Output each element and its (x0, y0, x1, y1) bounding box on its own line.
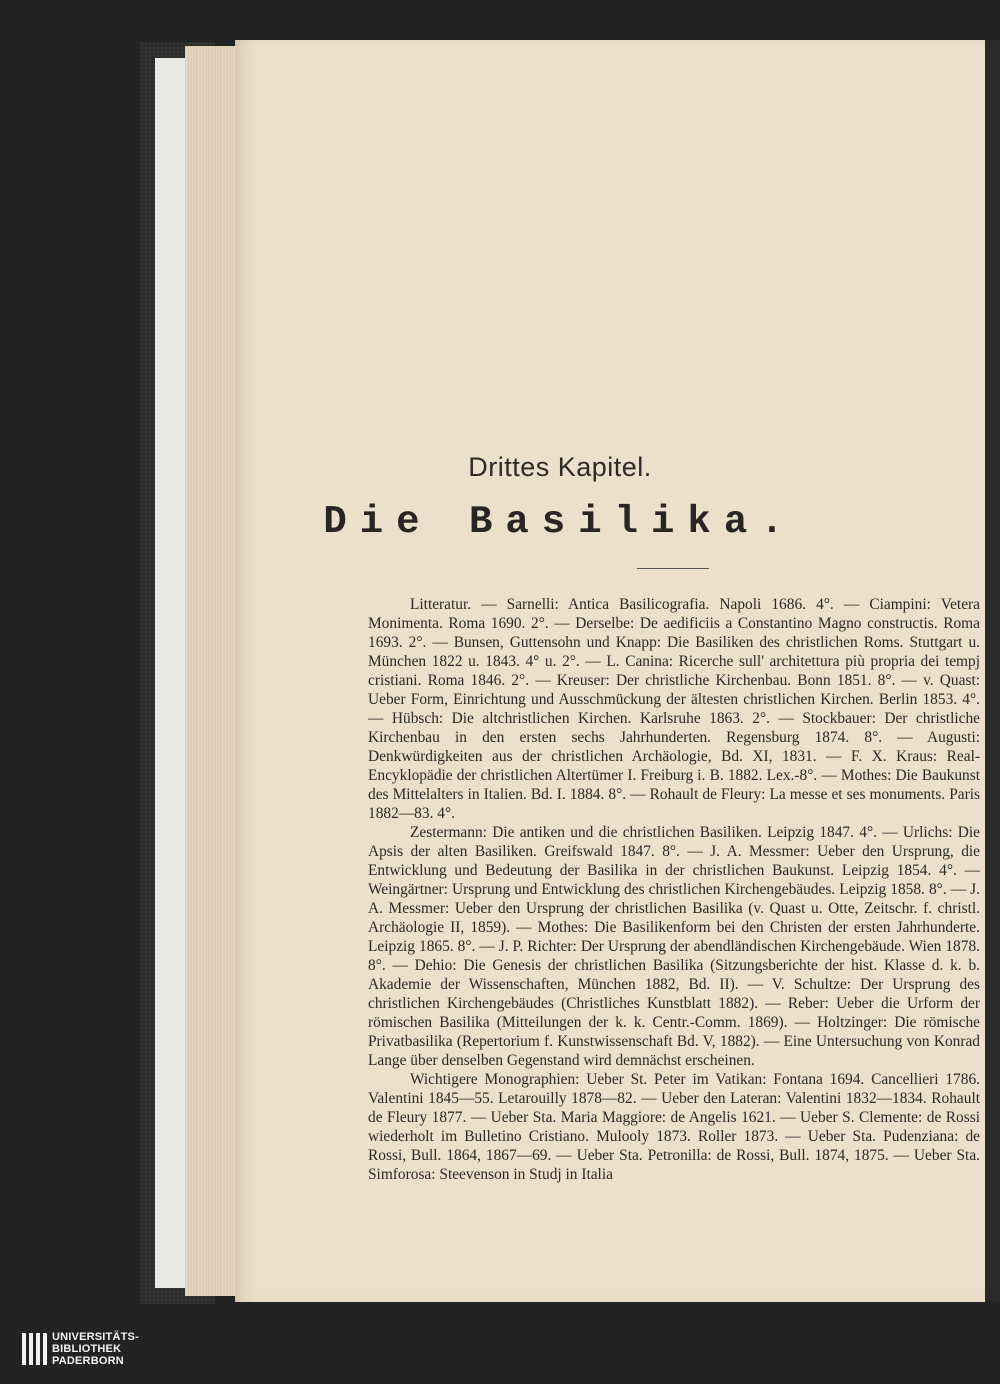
logo-line-2: BIBLIOTHEK (52, 1343, 122, 1355)
bibliography-paragraph-literature: Litteratur. — Sarnelli: Antica Basilicografia. Napoli 1686. 4°. — Ciampini: Vetera Monimenta. Roma 1690. 2°. — Derselbe: De aedificiis a Constantino Magno constructis. Roma 1693. 2°. — Bunsen, Guttensohn und Knapp: Die Basiliken des christlichen Roms. Stuttgart u. München 1822 u. 1843. 4° u. 2°. — L. Canina: Ricerche sull' architettura più propria dei tempj cristiani. Roma 1846. 2°. — Kreuser: Der christliche Kirchenbau. Bonn 1851. 8°. — v. Quast: Ueber Form, Einrichtung und Ausschmückung der ältesten christlichen Kirchen. Berlin 1853. 4°. — Hübsch: Die altchristlichen Kirchen. Karlsruhe 1863. 2°. — Stockbauer: Der christliche Kirchenbau in den ersten sechs Jahrhunderten. Regensburg 1874. 8°. — Augusti: Denkwürdigkeiten aus der christlichen Archäologie, Bd. XI, 1831. — F. X. Kraus: Real-Encyklopädie der christlichen Altertümer I. Freiburg i. B. 1882. Lex.-8°. — Mothes: Die Baukunst des Mittelalters in Italien. Bd. I. 1884. 8°. — Rohault de Fleury: La messe et ses monuments. Paris 1882—83. 4°. (368, 596, 980, 822)
library-logo-text (52, 1331, 139, 1367)
page-stack-edges (185, 46, 240, 1296)
bibliography-paragraph-monographs: Wichtigere Monographien: Ueber St. Peter im Vatikan: Fontana 1694. Cancellieri 1786. Valentini 1845—55. Letarouilly 1878—82. — Ueber den Lateran: Valentini 1832—1834. Rohault de Fleury 1877. — Ueber Sta. Maria Maggiore: de Angelis 1621. — Ueber S. Clemente: de Rossi wiederholt im Bulletino Cristiano. Mulooly 1873. Roller 1873. — Ueber Sta. Pudenziana: de Rossi, Bull. 1864, 1867—69. — Ueber Sta. Petronilla: de Rossi, Bull. 1874, 1875. — Ueber Sta. Simforosa: Steevenson in Studj in Italia (368, 1071, 980, 1183)
title-divider-rule (637, 568, 709, 569)
library-logo (22, 1331, 172, 1376)
logo-line-1: UNIVERSITÄTS- (52, 1331, 139, 1343)
bibliography-text (368, 595, 980, 1184)
logo-line-3: PADERBORN (52, 1355, 124, 1367)
page-right-shadow (985, 40, 1000, 1302)
library-logo-icon (22, 1331, 48, 1376)
chapter-title: Die Basilika. (323, 500, 797, 544)
chapter-label: Drittes Kapitel. (468, 452, 652, 482)
book-endpaper-edge (155, 58, 185, 1288)
bibliography-paragraph-origin: Zestermann: Die antiken und die christlichen Basiliken. Leipzig 1847. 4°. — Urlichs: Die Apsis der alten Basiliken. Greifswald 1847. 8°. — J. A. Messmer: Ueber den Ursprung, die Entwicklung und Bedeutung der Basilika in der christlichen Baukunst. Leipzig 1854. 4°. — Weingärtner: Ursprung und Entwicklung des christlichen Kirchengebäudes. Leipzig 1858. 8°. — J. A. Messmer: Ueber den Ursprung der christlichen Basilika (v. Quast u. Otte, Zeitschr. f. christl. Archäologie II, 1859). — Mothes: Die Basilikenform bei den Christen der ersten Jahrhunderte. Leipzig 1865. 8°. — J. P. Richter: Der Ursprung der abendländischen Kirchengebäude. Wien 1878. 8°. — Dehio: Die Genesis der christlichen Basilika (Sitzungsberichte der hist. Klasse d. k. b. Akademie der Wissenschaften, München 1882, Bd. II). — V. Schultze: Der Ursprung des christlichen Kirchengebäudes (Christliches Kunstblatt 1882). — Reber: Ueber die Urform der römischen Basilika (Mitteilungen der k. k. Centr.-Comm. 1869). — Holtzinger: Die römische Privatbasilika (Repertorium f. Kunstwissenschaft Bd. V, 1882). — Eine Untersuchung von Konrad Lange über denselben Gegenstand wird demnächst erscheinen. (368, 824, 980, 1069)
